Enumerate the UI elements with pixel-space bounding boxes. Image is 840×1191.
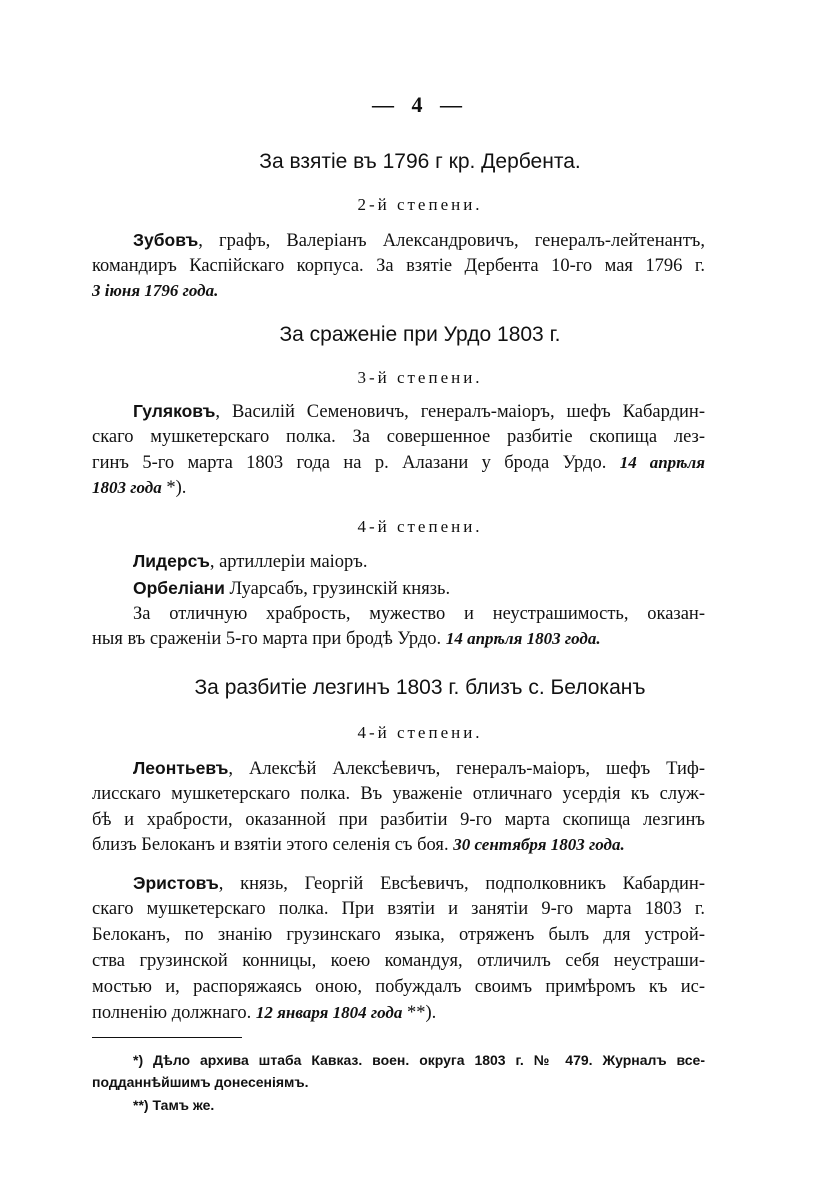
- text-line: [92, 976, 705, 998]
- text-line: [92, 426, 705, 448]
- degree-label: 2-й степени.: [357, 195, 483, 214]
- award-date: 1803 года: [92, 478, 162, 497]
- footnote-line: **) Тамъ же.: [133, 1097, 215, 1113]
- award-date: 14 апрѣля: [619, 453, 705, 472]
- footnote-divider: [92, 1037, 242, 1038]
- text-line: [92, 783, 705, 805]
- text-segment: Луарсабъ, грузинскій князь.: [224, 579, 451, 599]
- person-name: Эристовъ: [133, 873, 219, 893]
- person-name: Гуляковъ: [133, 401, 216, 421]
- person-name: Орбеліани: [133, 578, 225, 598]
- text-segment: близъ Белоканъ и взятіи этого селенія съ боя.: [92, 835, 454, 855]
- text-segment: ныя въ сраженіи 5-го марта при бродѣ Урдо.: [92, 629, 446, 649]
- text-segment: полненію должнаго.: [92, 1003, 256, 1023]
- text-line: [133, 400, 705, 423]
- text-segment: скаго мушкетерскаго полка. При взятіи и занятіи 9-го марта 1803 г.: [92, 899, 705, 919]
- text-line: [92, 628, 705, 650]
- section-heading: За сраженіе при Урдо 1803 г.: [279, 323, 561, 346]
- text-line: [92, 809, 705, 831]
- person-name: Зубовъ: [133, 230, 199, 250]
- text-line: [133, 229, 705, 252]
- degree-label: 4-й степени.: [357, 723, 483, 742]
- text-segment: , Алексѣй Алексѣевичъ, генералъ-маіоръ, шефъ Тиф-: [228, 759, 705, 779]
- text-segment: лисскаго мушкетерскаго полка. Въ уваженіе отличнаго усердія къ служ-: [92, 784, 705, 804]
- text-segment: ства грузинской конницы, коею командуя, отличилъ себя неустраши-: [92, 951, 705, 971]
- footnote-line: подданнѣйшимъ донесеніямъ.: [92, 1074, 309, 1090]
- award-date: 12 января 1804 года: [255, 1003, 403, 1022]
- text-line: [92, 834, 705, 856]
- degree-label: 3-й степени.: [357, 368, 483, 387]
- footnote-line: *) Дѣло архива штаба Кавказ. воен. округа 1803 г. № 479. Журналъ все-: [133, 1052, 705, 1068]
- degree-label: 4-й степени.: [357, 517, 483, 536]
- award-date: 14 апрѣля 1803 года.: [445, 629, 601, 648]
- section-heading: За разбитіе лезгинъ 1803 г. близъ с. Белоканъ: [194, 676, 646, 699]
- page-number: — 4 —: [372, 92, 468, 117]
- text-segment: гинъ 5-го марта 1803 года на р. Алазани у брода Урдо.: [92, 453, 620, 473]
- text-segment: Белоканъ, по знанію грузинскаго языка, отряженъ былъ для устрой-: [92, 925, 705, 945]
- text-line: [133, 550, 705, 573]
- text-line: [92, 452, 705, 474]
- text-segment: , Василій Семеновичъ, генералъ-маіоръ, шефъ Кабардин-: [215, 402, 705, 422]
- award-date: 3 іюня 1796 года.: [92, 281, 219, 300]
- text-segment: За отличную храбрость, мужество и неустрашимость, оказан-: [133, 604, 705, 624]
- person-name: Лидерсъ: [133, 551, 210, 571]
- section-heading: За взятіе въ 1796 г кр. Дербента.: [259, 150, 581, 173]
- text-line: [133, 603, 705, 625]
- text-line: [92, 898, 705, 920]
- text-segment: мостью и, распоряжаясь оною, побуждалъ своимъ примѣромъ къ ис-: [92, 977, 705, 997]
- text-line: [92, 1002, 705, 1024]
- text-segment: *).: [161, 478, 187, 498]
- text-line: [92, 477, 705, 499]
- text-segment: бѣ и храбрости, оказанной при разбитіи 9-го марта скопища лезгинъ: [92, 810, 705, 830]
- text-segment: , князь, Георгій Евсѣевичъ, подполковникъ Кабардин-: [218, 874, 705, 894]
- text-line: [92, 255, 705, 277]
- text-line: [92, 280, 705, 302]
- text-line: [92, 950, 705, 972]
- text-line: [133, 872, 705, 895]
- text-segment: **).: [402, 1003, 437, 1023]
- person-name: Леонтьевъ: [133, 758, 229, 778]
- text-line: [133, 757, 705, 780]
- text-segment: , артиллеріи маіоръ.: [209, 552, 368, 572]
- text-segment: скаго мушкетерскаго полка. За совершенное разбитіе скопища лез-: [92, 427, 705, 447]
- award-date: 30 сентября 1803 года.: [453, 835, 625, 854]
- text-line: [133, 577, 705, 600]
- text-segment: командиръ Каспійскаго корпуса. За взятіе Дербента 10-го мая 1796 г.: [92, 256, 705, 276]
- text-line: [92, 924, 705, 946]
- text-segment: , графъ, Валеріанъ Александровичъ, генералъ-лейтенантъ,: [198, 231, 705, 251]
